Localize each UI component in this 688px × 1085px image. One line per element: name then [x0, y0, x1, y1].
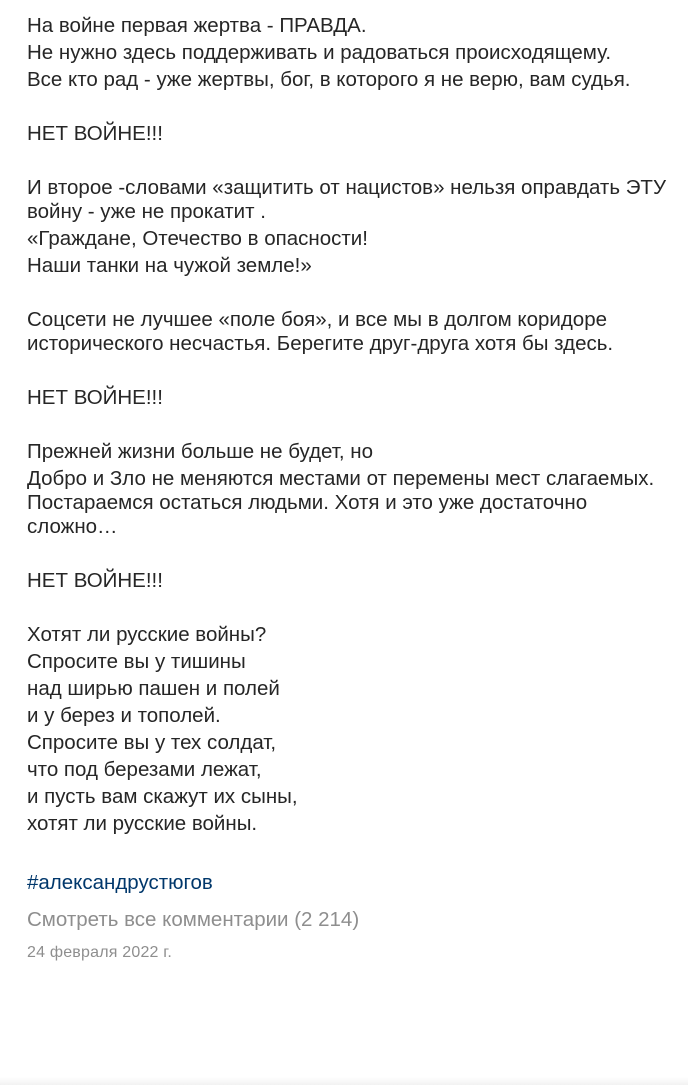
poem-block	[27, 623, 667, 836]
caption-line: Не нужно здесь поддерживать и радоваться происходящему.	[27, 41, 612, 64]
poem-line: и пусть вам скажут их сыны,	[27, 785, 298, 808]
fourth-block	[27, 440, 667, 539]
poem-line: что под березами лежат,	[27, 758, 262, 781]
caption-line: Соцсети не лучшее «поле боя», и все мы в долгом коридоре исторического несчастья. Берегите друг-друга хотя бы здесь.	[27, 308, 614, 355]
caption-line: Наши танки на чужой земле!»	[27, 254, 312, 277]
no-war-heading: НЕТ ВОЙНЕ!!!	[27, 569, 163, 592]
view-all-comments-link[interactable]: Смотреть все комментарии (2 214)	[27, 908, 360, 931]
no-war-heading: НЕТ ВОЙНЕ!!!	[27, 386, 163, 409]
poem-line: Спросите вы у тех солдат,	[27, 731, 277, 754]
caption-line: «Граждане, Отечество в опасности!	[27, 227, 368, 250]
poem-line: над ширью пашен и полей	[27, 677, 280, 700]
caption-line: На войне первая жертва - ПРАВДА.	[27, 14, 367, 37]
caption-line: Добро и Зло не меняются местами от перемены мест слагаемых. Постараемся остаться людьми. Хотя и это уже достаточно сложно…	[27, 467, 655, 538]
poem-line: хотят ли русские войны.	[27, 812, 258, 835]
second-block	[27, 176, 667, 278]
poem-line: Спросите вы у тишины	[27, 650, 246, 673]
no-war-heading: НЕТ ВОЙНЕ!!!	[27, 122, 163, 145]
caption-line: И второе -словами «защитить от нацистов» нельзя оправдать ЭТУ войну - уже не прокатит .	[27, 176, 666, 223]
post-caption	[27, 14, 667, 963]
caption-line: Все кто рад - уже жертвы, бог, в которого я не верю, вам судья.	[27, 68, 631, 91]
bottom-edge	[0, 1077, 688, 1085]
caption-line: Прежней жизни больше не будет, но	[27, 440, 373, 463]
hashtag-link[interactable]: #александрустюгов	[27, 871, 213, 894]
post-date: 24 февраля 2022 г.	[27, 944, 173, 961]
poem-line: и у берез и тополей.	[27, 704, 221, 727]
poem-line: Хотят ли русские войны?	[27, 623, 267, 646]
intro-block	[27, 14, 667, 92]
